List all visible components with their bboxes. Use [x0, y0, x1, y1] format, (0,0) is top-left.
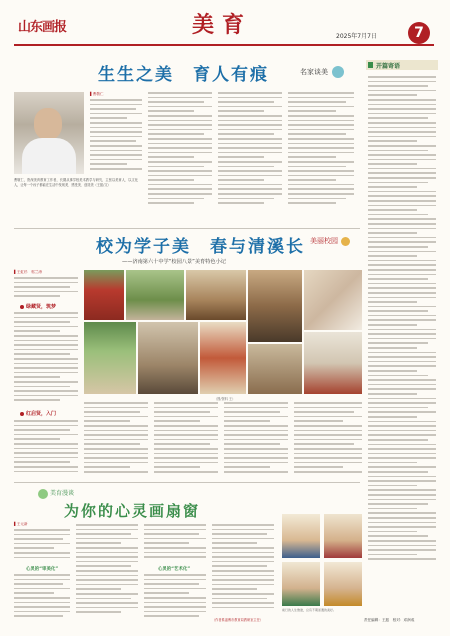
column-label: 美丽校园	[310, 237, 338, 245]
article-1-author: ▌曹敬仁	[90, 92, 104, 96]
article-3-footer-note: （作者系淄博市教育局教研室主任）	[212, 618, 263, 622]
divider-1	[14, 228, 360, 229]
article-2-col-3	[154, 402, 218, 478]
article-2-col-1c	[14, 420, 78, 478]
students-photo-4	[324, 562, 362, 606]
article-3-photo-caption: 前行的人生旅途，总有不期而遇的美好。	[282, 608, 337, 612]
campus-photo-classroom	[248, 344, 302, 394]
article-3-col-3b	[144, 574, 206, 622]
article-3-heading-2: 心灵的“艺术化”	[158, 567, 191, 572]
article-2-heading-2: 红启贤，入门	[20, 410, 56, 417]
article-3-col-4	[212, 524, 274, 618]
brush-icon	[332, 66, 344, 78]
article-2-photo-caption: （图/资料 王）	[214, 397, 236, 401]
article-3-author: ▌王元新	[14, 522, 28, 526]
students-photo-1	[282, 514, 320, 558]
article-3-heading-1: 心灵的“审美化”	[26, 567, 59, 572]
campus-photo-library	[186, 270, 246, 320]
page-date: 2025年7月7日	[336, 33, 377, 40]
article-2-heading-1: 绿藏贤，筑梦	[20, 303, 56, 310]
sidebar-title: 开篇寄语	[376, 63, 401, 70]
article-2-col-1a	[14, 277, 78, 301]
page-number-badge	[408, 22, 430, 44]
leaf-icon	[38, 489, 48, 499]
students-photo-3	[282, 562, 320, 606]
portrait-photo	[14, 92, 84, 174]
heading-bullet-icon	[20, 412, 24, 416]
article-3	[14, 484, 364, 630]
article-3-col-2	[76, 524, 138, 622]
heading-bullet-icon	[20, 305, 24, 309]
article-1-col-3	[218, 92, 282, 212]
portrait-caption: 曹敬仁，资深美育教育工作者，长期从事学校美术教学与研究，主张以美育人、以文化人，让每一个孩子都能在生活中发现美、感受美、创造美（王振/文）	[14, 178, 138, 187]
article-1-column-tag	[300, 66, 344, 78]
article-2-col-1b	[14, 312, 78, 408]
sidebar-column	[366, 60, 438, 590]
article-3-col-3	[144, 524, 206, 564]
editor-credit: 责任编辑：王振 校对：邓润成	[364, 618, 415, 622]
article-2-column-tag	[310, 236, 350, 246]
article-3-col-1b	[14, 574, 70, 622]
campus-photo-painting	[200, 322, 246, 394]
article-2-col-5	[294, 402, 362, 478]
school-icon	[341, 237, 350, 246]
campus-photo-artwork	[304, 270, 362, 330]
campus-photo-students-reading	[248, 270, 302, 342]
article-1-col-1	[90, 99, 142, 174]
masthead	[0, 0, 450, 48]
article-2-col-2	[84, 402, 148, 478]
column-label: 名家谈美	[300, 68, 328, 76]
section-title: 美育	[192, 12, 253, 38]
article-1-col-2	[148, 92, 212, 212]
article-1-title: 生生之美 育人有痕	[98, 65, 269, 85]
article-2-author: ▌王虹杉 郭兰涛	[14, 270, 42, 274]
article-3-col-1	[14, 529, 70, 563]
portrait-face	[34, 108, 62, 140]
sidebar-title-bar	[366, 60, 438, 70]
portrait-body	[22, 138, 76, 174]
campus-photo-red-gate	[84, 270, 124, 320]
sidebar-text	[368, 76, 436, 586]
article-2-subtitle: ——济南第六十中学“校园八景”美育特色小记	[122, 259, 226, 265]
article-2	[14, 230, 362, 480]
column-label: 美育漫谈	[50, 490, 75, 497]
campus-photo-chinese-art	[304, 332, 362, 394]
article-2-col-4	[224, 402, 288, 478]
campus-photo-pavilion	[126, 270, 184, 320]
article-3-title: 为你的心灵画扇窗	[64, 502, 201, 520]
students-photo-2	[324, 514, 362, 558]
masthead-rule	[14, 44, 434, 46]
article-1	[14, 52, 358, 224]
page-number: 7	[414, 25, 424, 41]
campus-photo-corridor	[138, 322, 198, 394]
article-2-title: 校为学子美 春与清溪长	[96, 237, 305, 257]
divider-2	[14, 482, 360, 483]
sidebar-marker-icon	[368, 62, 373, 68]
campus-photo-garden	[84, 322, 136, 394]
article-3-column-tag	[38, 488, 74, 499]
newspaper-logo: 山东画报	[18, 20, 67, 35]
article-1-col-4	[288, 92, 354, 212]
